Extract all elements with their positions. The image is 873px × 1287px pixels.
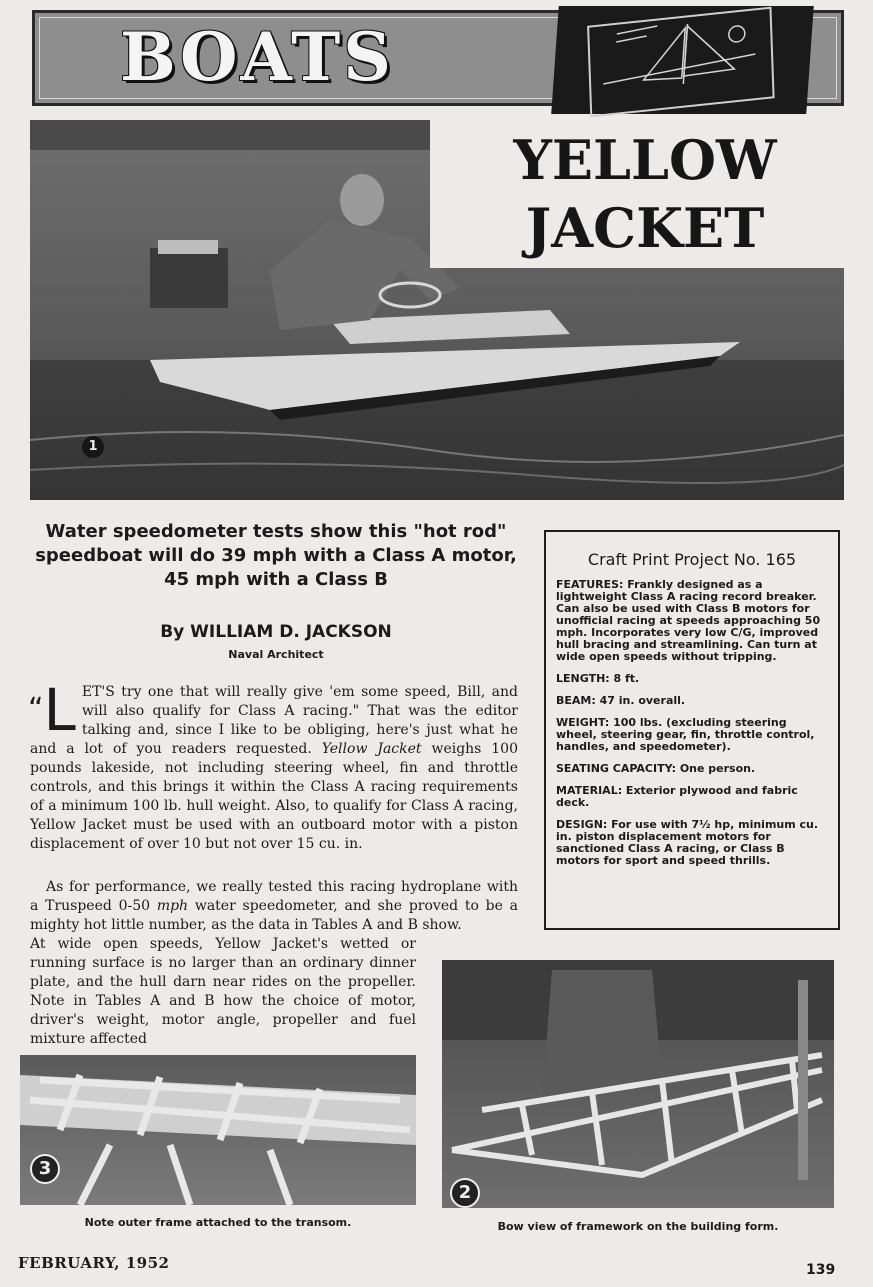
article-deck bbox=[28, 520, 524, 592]
photo-number-3: 3 bbox=[30, 1154, 60, 1184]
footer-page-number: 139 bbox=[806, 1262, 836, 1278]
byline-author: By WILLIAM D. JACKSON bbox=[160, 622, 392, 642]
blueprint-illustration bbox=[551, 6, 814, 114]
article-paragraph-3: At wide open speeds, Yellow Jacket's wetted or running surface is no larger than an ordinary dinner plate, and the hull darn near rides on the propeller. Note in Tables A and B how the choice of motor, driver's weight, motor angle, propeller and fuel mixture affected bbox=[30, 936, 416, 1047]
byline-role: Naval Architect bbox=[228, 648, 324, 661]
caption-photo-3: Note outer frame attached to the transom. bbox=[84, 1216, 352, 1229]
article-paragraph-2: As for performance, we really tested this racing hydroplane with a Truspeed 0-50 mph water speedometer, and she proved to be a mighty hot little number, as the data in Tables A and B show. bbox=[30, 879, 518, 933]
spec-material: MATERIAL: Exterior plywood and fabric deck. bbox=[556, 784, 798, 809]
deck-line-3: 45 mph with a Class B bbox=[164, 569, 388, 590]
spec-sidebar bbox=[544, 530, 840, 930]
spec-beam: BEAM: 47 in. overall. bbox=[556, 694, 686, 707]
spec-length: LENGTH: 8 ft. bbox=[556, 672, 640, 685]
footer-issue-date: FEBRUARY, 1952 bbox=[18, 1254, 170, 1272]
photo-frame-transom bbox=[20, 1055, 416, 1205]
headline-line-1: YELLOW bbox=[513, 128, 777, 192]
article-paragraph-1: “L ET'S try one that will really give 'em some speed, Bill, and will also qualify for Class A racing." That was the editor talking and, since I like to be obliging, here's just what he and a lot of you readers requested. Yellow Jacket weighs 100 pounds lakeside, not including steering wheel, fin and throttle controls, and this brings it within the Class A racing requirements of a minimum 100 lb. hull weight. Also, to qualify for Class A racing, Yellow Jacket must be used with an outboard motor with a piston displacement of over 10 but not over 15 cu. in. bbox=[28, 676, 518, 852]
photo-bow-view bbox=[442, 960, 834, 1208]
article-headline bbox=[470, 126, 820, 262]
deck-line-1: Water speedometer tests show this "hot rod" bbox=[45, 521, 507, 542]
headline-line-2: JACKET bbox=[525, 196, 765, 260]
spec-weight: WEIGHT: 100 lbs. (excluding steering wheel, steering gear, fin, throttle control, handles, and speedometer). bbox=[556, 716, 815, 753]
photo-number-1: 1 bbox=[82, 436, 104, 458]
sidebar-title: Craft Print Project No. 165 bbox=[587, 550, 797, 569]
caption-photo-2: Bow view of framework on the building form. bbox=[497, 1220, 779, 1233]
section-title: BOATS bbox=[120, 18, 394, 96]
spec-features: FEATURES: Frankly designed as a lightweight Class A racing record breaker. Can also be used with Class B motors for unofficial racing at speeds approaching 50 mph. Incorporates very low C/G, improved hull bracing and streamlining. Can turn at wide open speeds without tripping. bbox=[556, 578, 821, 663]
photo-number-2: 2 bbox=[450, 1178, 480, 1208]
deck-line-2: speedboat will do 39 mph with a Class A motor, bbox=[35, 545, 517, 566]
spec-seating: SEATING CAPACITY: One person. bbox=[556, 762, 756, 775]
spec-design: DESIGN: For use with 7½ hp, minimum cu. in. piston displacement motors for sanctioned Class A racing, or Class B motors for sport and speed thrills. bbox=[556, 818, 819, 867]
drop-cap: “L bbox=[28, 676, 76, 744]
